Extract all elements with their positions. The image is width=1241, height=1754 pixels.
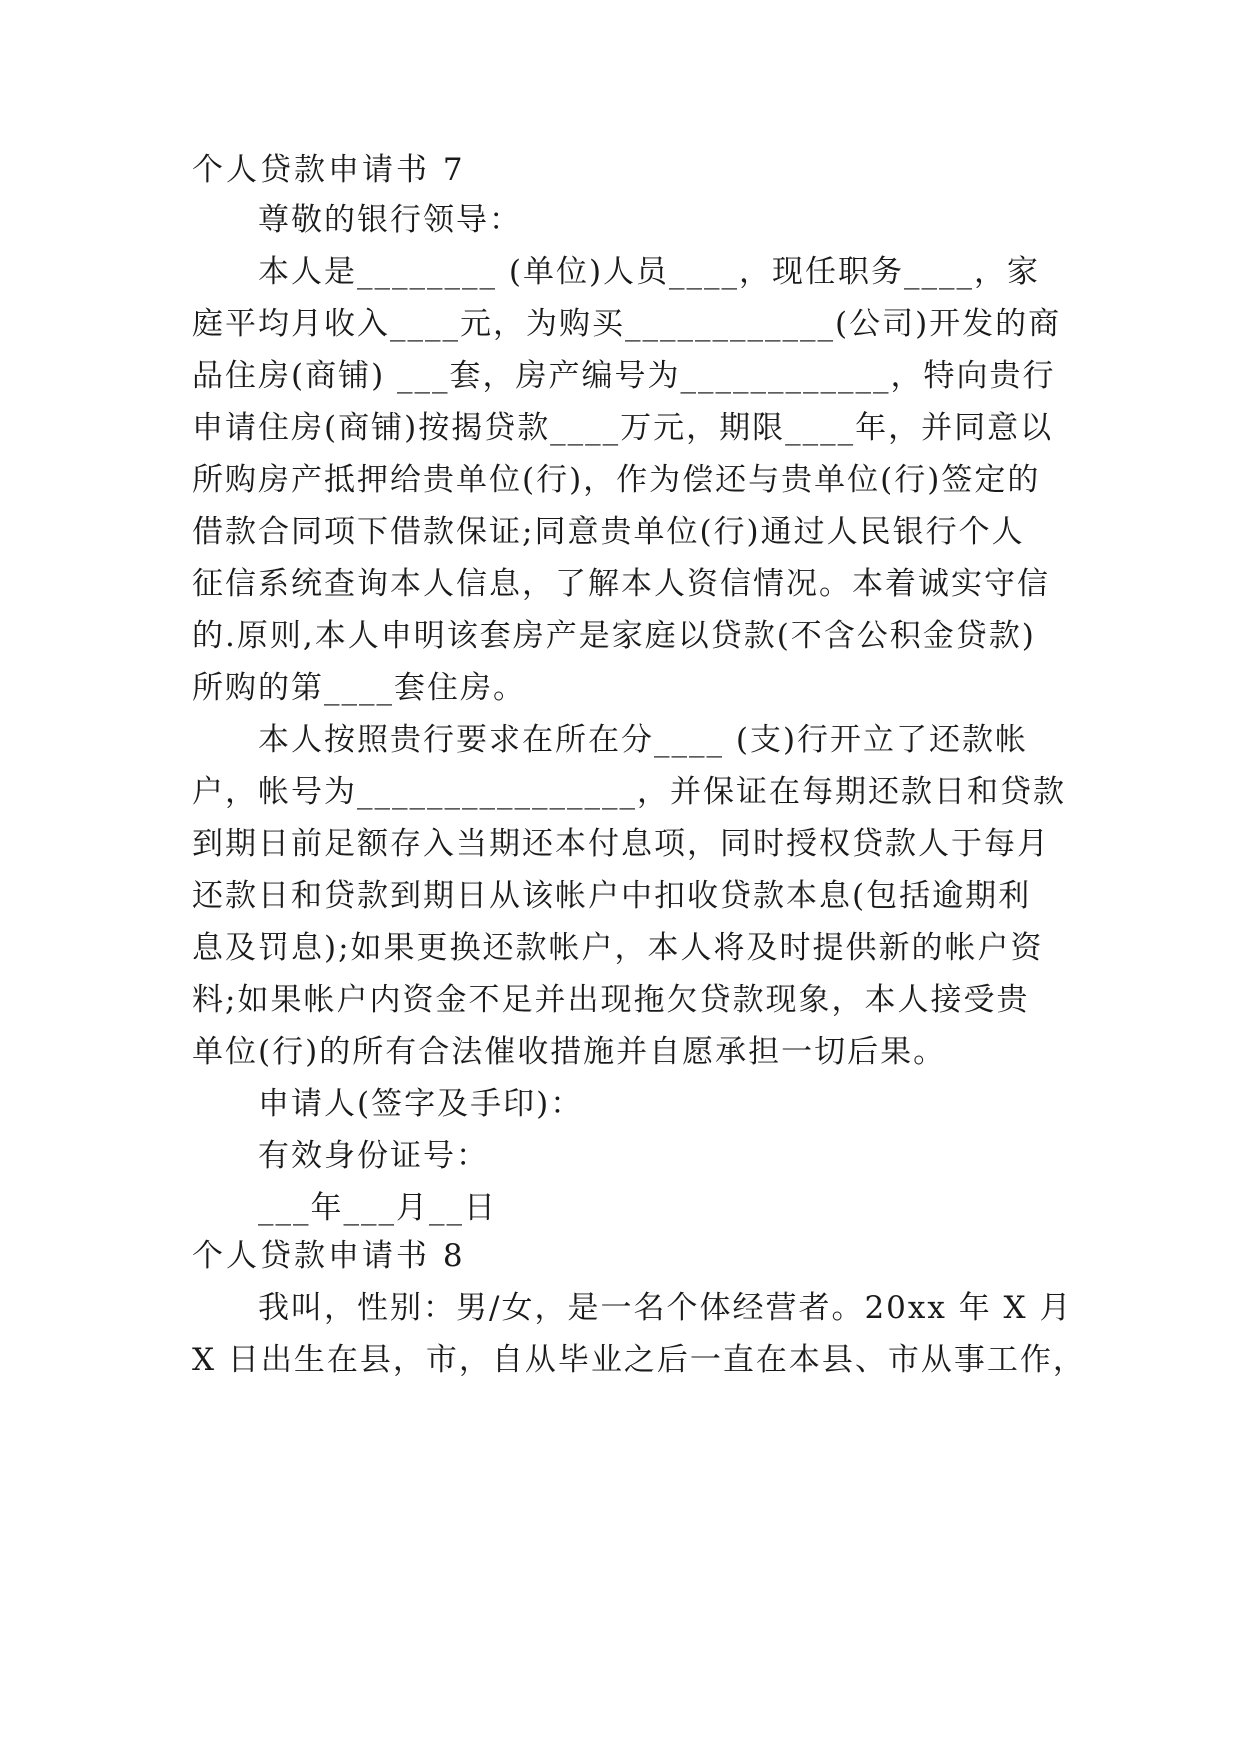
section-7-title: 个人贷款申请书 7 [192,152,466,188]
paragraph-line: 庭平均月收入____元，为购买____________(公司)开发的商 [192,306,1062,342]
paragraph-line: 户，帐号为________________，并保证在每期还款日和贷款 [192,774,1066,810]
paragraph-line: 借款合同项下借款保证;同意贵单位(行)通过人民银行个人 [192,514,1025,550]
paragraph-line: 本人按照贵行要求在所在分____ (支)行开立了还款帐 [258,722,1029,758]
paragraph-line: 息及罚息);如果更换还款帐户，本人将及时提供新的帐户资 [192,930,1044,966]
id-number-line: 有效身份证号： [258,1138,489,1174]
section-8-title: 个人贷款申请书 8 [192,1238,466,1274]
paragraph-line: 还款日和贷款到期日从该帐户中扣收贷款本息(包括逾期利 [192,878,1032,914]
paragraph-line: 我叫，性别：男/女，是一名个体经营者。20xx 年 X 月 [258,1290,1073,1326]
paragraph-line: 单位(行)的所有合法催收措施并自愿承担一切后果。 [192,1034,947,1070]
paragraph-line: 征信系统查询本人信息，了解本人资信情况。本着诚实守信 [192,566,1050,602]
paragraph-line: 所购的第____套住房。 [192,670,526,706]
paragraph-line: 料;如果帐户内资金不足并出现拖欠贷款现象，本人接受贵 [192,982,1030,1018]
paragraph-line: 的.原则,本人申明该套房产是家庭以贷款(不含公积金贷款) [192,618,1036,654]
signature-line: 申请人(签字及手印)： [258,1086,584,1122]
paragraph-line: 到期日前足额存入当期还本付息项，同时授权贷款人于每月 [192,826,1050,862]
date-line: ___年___月__日 [258,1190,497,1226]
paragraph-line: 申请住房(商铺)按揭贷款____万元，期限____年，并同意以 [192,410,1054,446]
paragraph-line: 本人是________ (单位)人员____，现任职务____，家 [258,254,1041,290]
paragraph-line: 品住房(商铺) ___套，房产编号为____________，特向贵行 [192,358,1056,394]
greeting: 尊敬的银行领导： [258,202,522,238]
paragraph-line: X 日出生在县，市，自从毕业之后一直在本县、市从事工作， [192,1342,1086,1378]
paragraph-line: 所购房产抵押给贵单位(行)，作为偿还与贵单位(行)签定的 [192,462,1041,498]
